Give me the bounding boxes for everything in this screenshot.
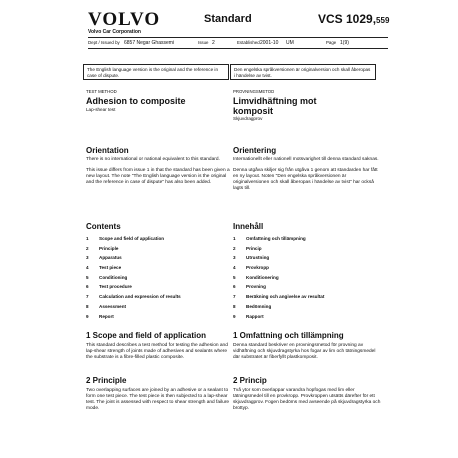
contents-item[interactable]: 4 Test piece: [86, 265, 122, 271]
contents-item-sv[interactable]: 5 Konditionering: [233, 274, 279, 280]
english-orientation: [86, 146, 234, 186]
swedish-orientation: [233, 146, 381, 192]
swedish-scope: [233, 331, 381, 361]
principle-text: Two overlapping surfaces are joined by an adhesive or a sealant to form one test piece. The test piece is then subjected to a lap-shear test. The joint is assessed with respect to shear strength and failure mode.: [86, 388, 230, 411]
contents-list: [86, 236, 234, 323]
contents-heading-sv: Innehåll: [233, 222, 264, 231]
orientation-paragraph-2: This issue differs from issue 1 in that the standard has been given a new layout. The note "The English language version is the original and the reference in case of dispute" has also been added.: [86, 167, 230, 185]
notice-box-swedish: Den engelska språkversionen är originalversion och skall åberopas i händelse av tvist.: [230, 64, 376, 80]
issue-label: Issue: [198, 40, 209, 45]
contents-item-sv[interactable]: 3 Utrustning: [233, 255, 270, 261]
english-principle: [86, 376, 234, 412]
scope-heading: 1 Scope and field of application: [86, 331, 207, 340]
principle-heading: 2 Principle: [86, 376, 127, 385]
orientation-heading-sv: Orientering: [233, 146, 277, 155]
contents-heading: Contents: [86, 222, 121, 231]
orientation-paragraph-1: There is no international or national equivalent to this standard.: [86, 157, 220, 162]
method-label: TEST METHOD: [86, 89, 117, 94]
dept-label: Dept / Issued by: [88, 40, 120, 45]
contents-item[interactable]: 8 Assessment: [86, 303, 127, 309]
document-number: [318, 12, 389, 26]
dept-value: 6857 Negar Ghassemi: [124, 40, 175, 46]
contents-item[interactable]: 7 Calculation and expression of results: [86, 294, 181, 300]
swedish-principle: [233, 376, 381, 412]
document-number-suffix: 559: [376, 16, 390, 25]
contents-item[interactable]: 6 Test procedure: [86, 284, 132, 290]
contents-item[interactable]: 3 Apparatus: [86, 255, 122, 261]
document-subtitle: Lap-shear test: [86, 106, 116, 112]
header-top-rule: [88, 37, 388, 38]
established-value: 2001-10: [260, 40, 279, 46]
notice-box-english: The English language version is the original and the reference in case of dispute.: [83, 64, 229, 80]
contents-list-sv: [233, 236, 381, 323]
document-subtitle-sv: Skjuvdragprov: [233, 115, 263, 121]
contents-item-sv[interactable]: 8 Bedömning: [233, 303, 272, 309]
orientation-paragraph-1-sv: Internationellt eller nationell motsvarighet till denna standard saknas.: [233, 157, 379, 162]
established-label: Established: [237, 40, 260, 45]
contents-item-sv[interactable]: 1 Omfattning och tillämpning: [233, 236, 306, 241]
contents-item-sv[interactable]: 2 Princip: [233, 245, 262, 251]
document-number-main: VCS 1029,: [318, 12, 377, 26]
orientation-paragraph-2-sv: Denna utgåva skiljer sig från utgåva 1 genom att standarden har fått en ny layout. Noten "Den engelska språkversionen är originalversionen och skall åberopas i händelse av tvist" har också lagts till.: [233, 167, 378, 191]
um-value: UM: [286, 40, 294, 46]
scope-heading-sv: 1 Omfattning och tillämpning: [233, 331, 344, 340]
swedish-column: [233, 89, 381, 122]
contents-item-sv[interactable]: 4 Provkropp: [233, 265, 269, 271]
contents-item[interactable]: 9 Report: [86, 313, 114, 319]
orientation-heading: Orientation: [86, 146, 129, 155]
swedish-contents: [233, 222, 381, 323]
document-title: Adhesion to composite: [86, 95, 186, 106]
contents-item[interactable]: 2 Principle: [86, 245, 119, 251]
document-type: Standard: [204, 13, 252, 25]
principle-text-sv: Två ytor som överlappar varandra hopfogas med lim eller tätningsmedel till en provkropp. Provkroppen utsätts därefter för ett skjuvdragprov. Fogen bedöms med avseende på skjuvdragstyrka och brottyp.: [233, 388, 381, 411]
contents-item-sv[interactable]: 6 Provning: [233, 284, 266, 290]
header-bottom-rule: [88, 48, 388, 49]
page-label: Page: [326, 40, 337, 45]
contents-item[interactable]: 5 Conditioning: [86, 274, 128, 280]
contents-item[interactable]: 1 Scope and field of application: [86, 236, 165, 241]
english-contents: [86, 222, 234, 323]
corporation-name: Volvo Car Corporation: [88, 29, 141, 35]
english-column: [86, 89, 234, 113]
contents-item-sv[interactable]: 9 Rapport: [233, 313, 264, 319]
scope-text-sv: Denna standard beskriver en provningsmetod för provning av vidhäftning och skjuvdragstyrka hos fogar av lim och tätningsmedel där substratet är fiberfyllt plastkomposit.: [233, 343, 376, 360]
english-scope: [86, 331, 234, 361]
principle-heading-sv: 2 Princip: [233, 376, 267, 385]
scope-text: This standard describes a test method for testing the adhesion and lap-shear strength of joints made of adhesives and sealants where the substrate is a fibre-filled plastic composite.: [86, 343, 228, 360]
document-title-sv: Limvidhäftning mot komposit: [233, 95, 317, 116]
page-value: 1(9): [340, 40, 349, 46]
method-label-sv: PROVNINGSMETOD: [233, 89, 275, 94]
issue-value: 2: [212, 40, 215, 46]
volvo-logo: VOLVO: [88, 9, 161, 30]
contents-item-sv[interactable]: 7 Beräkning och angivelse av resultat: [233, 294, 325, 300]
